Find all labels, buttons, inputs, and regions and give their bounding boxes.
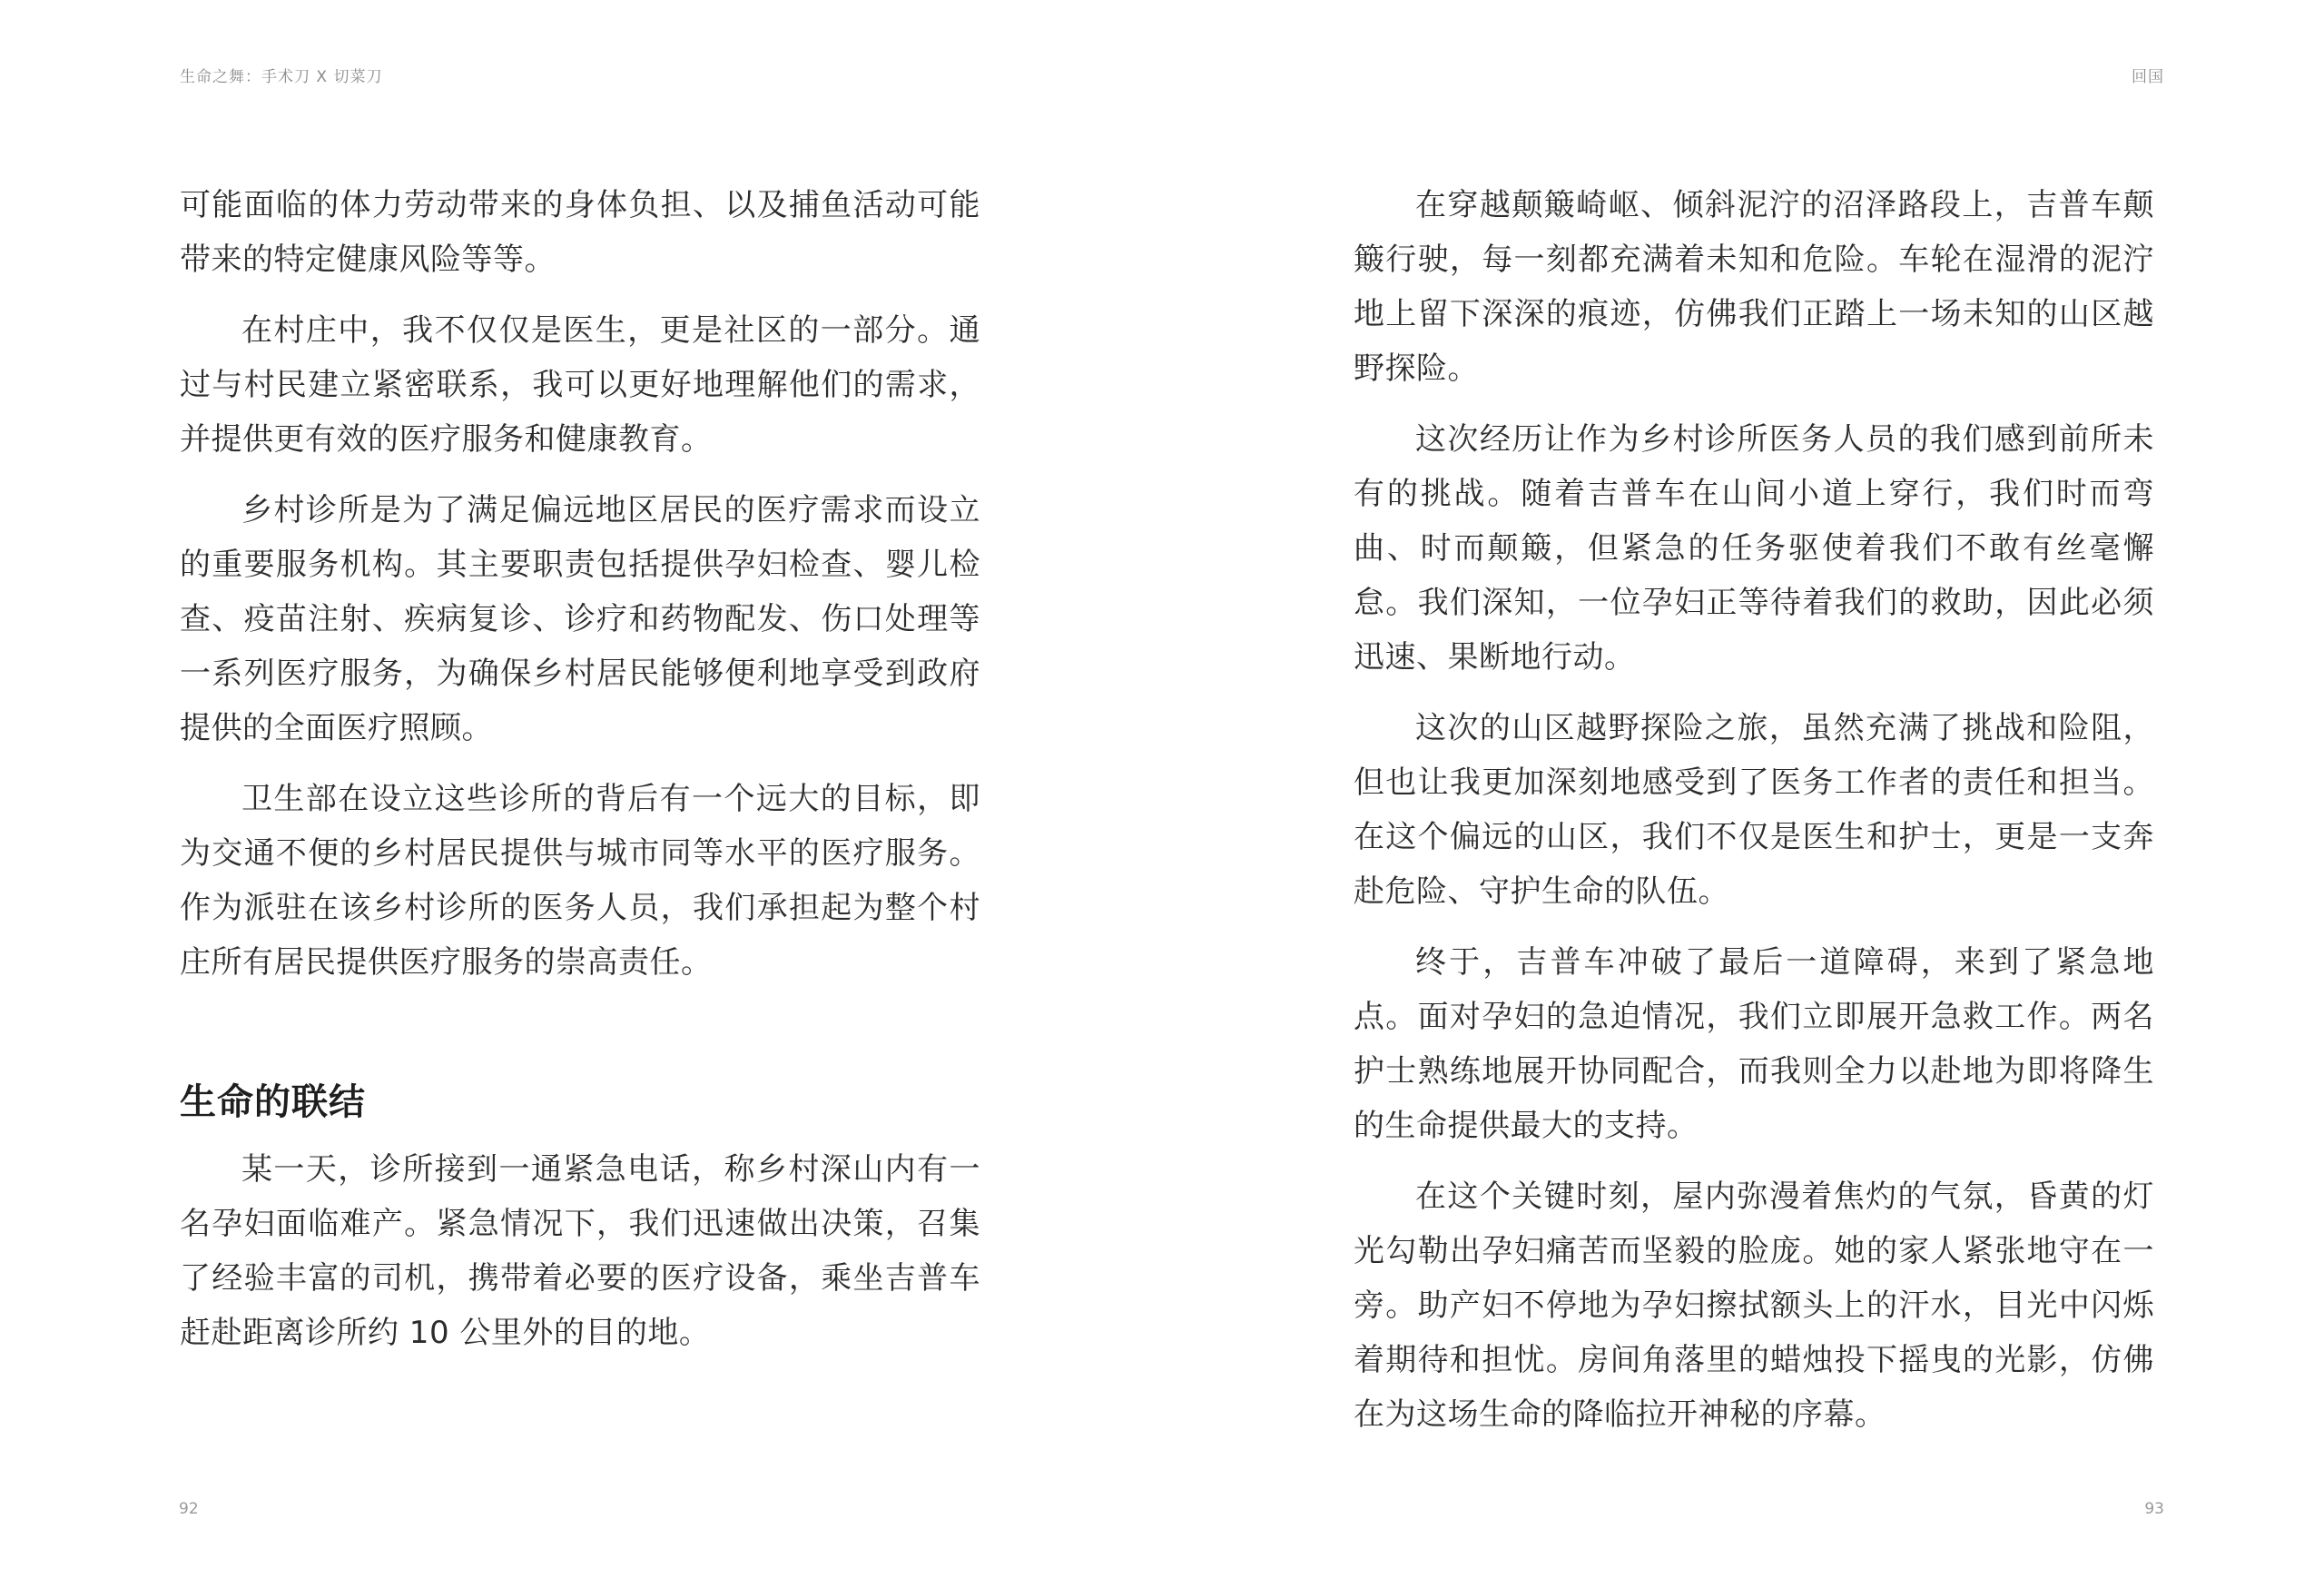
right-paragraph: 终于，吉普车冲破了最后一道障碍，来到了紧急地点。面对孕妇的急迫情况，我们立即展开急救工作。两名护士熟练地展开协同配合，而我则全力以赴地为即将降生的生命提供最大的支持。 [1354, 944, 2154, 1144]
right-paragraph: 在这个关键时刻，屋内弥漫着焦灼的气氛，昏黄的灯光勾勒出孕妇痛苦而坚毅的脸庞。她的家人紧张地守在一旁。助产妇不停地为孕妇擦拭额头上的汗水，目光中闪烁着期待和担忧。房间角落里的蜡烛投下摇曳的光影，仿佛在为这场生命的降临拉开神秘的序幕。 [1354, 1179, 2154, 1433]
left-paragraph: 在村庄中，我不仅仅是医生，更是社区的一部分。通过与村民建立紧密联系，我可以更好地理解他们的需求，并提供更有效的医疗服务和健康教育。 [180, 312, 980, 458]
right-text-block [1354, 178, 2154, 1458]
left-text-block [180, 178, 980, 1376]
left-paragraph: 乡村诊所是为了满足偏远地区居民的医疗需求而设立的重要服务机构。其主要职责包括提供孕妇检查、婴儿检查、疫苗注射、疾病复诊、诊疗和药物配发、伤口处理等一系列医疗服务，为确保乡村居民能够便利地享受到政府提供的全面医疗照顾。 [180, 492, 980, 746]
right-page [1162, 0, 2324, 1588]
right-paragraph: 这次的山区越野探险之旅，虽然充满了挑战和险阻，但也让我更加深刻地感受到了医务工作者的责任和担当。在这个偏远的山区，我们不仅是医生和护士，更是一支奔赴危险、守护生命的队伍。 [1354, 710, 2154, 910]
left-page-number: 92 [179, 1500, 199, 1518]
left-paragraph-continuation: 可能面临的体力劳动带来的身体负担、以及捕鱼活动可能带来的特定健康风险等等。 [180, 187, 980, 278]
left-paragraph: 某一天，诊所接到一通紧急电话，称乡村深山内有一名孕妇面临难产。紧急情况下，我们迅速做出决策，召集了经验丰富的司机，携带着必要的医疗设备，乘坐吉普车赶赴距离诊所约 10 公里外的目的地。 [180, 1151, 980, 1351]
right-page-number: 93 [2144, 1500, 2164, 1518]
left-paragraph: 卫生部在设立这些诊所的背后有一个远大的目标，即为交通不便的乡村居民提供与城市同等水平的医疗服务。作为派驻在该乡村诊所的医务人员，我们承担起为整个村庄所有居民提供医疗服务的崇高责任。 [180, 781, 980, 981]
right-paragraph: 这次经历让作为乡村诊所医务人员的我们感到前所未有的挑战。随着吉普车在山间小道上穿行，我们时而弯曲、时而颠簸，但紧急的任务驱使着我们不敢有丝毫懈怠。我们深知，一位孕妇正等待着我们的救助，因此必须迅速、果断地行动。 [1354, 421, 2154, 676]
section-heading: 生命的联结 [180, 1081, 366, 1123]
left-running-head: 生命之舞：手术刀 X 切菜刀 [180, 68, 383, 86]
right-running-head: 回国 [2132, 68, 2164, 86]
right-paragraph: 在穿越颠簸崎岖、倾斜泥泞的沼泽路段上，吉普车颠簸行驶，每一刻都充满着未知和危险。车轮在湿滑的泥泞地上留下深深的痕迹，仿佛我们正踏上一场未知的山区越野探险。 [1354, 187, 2154, 387]
